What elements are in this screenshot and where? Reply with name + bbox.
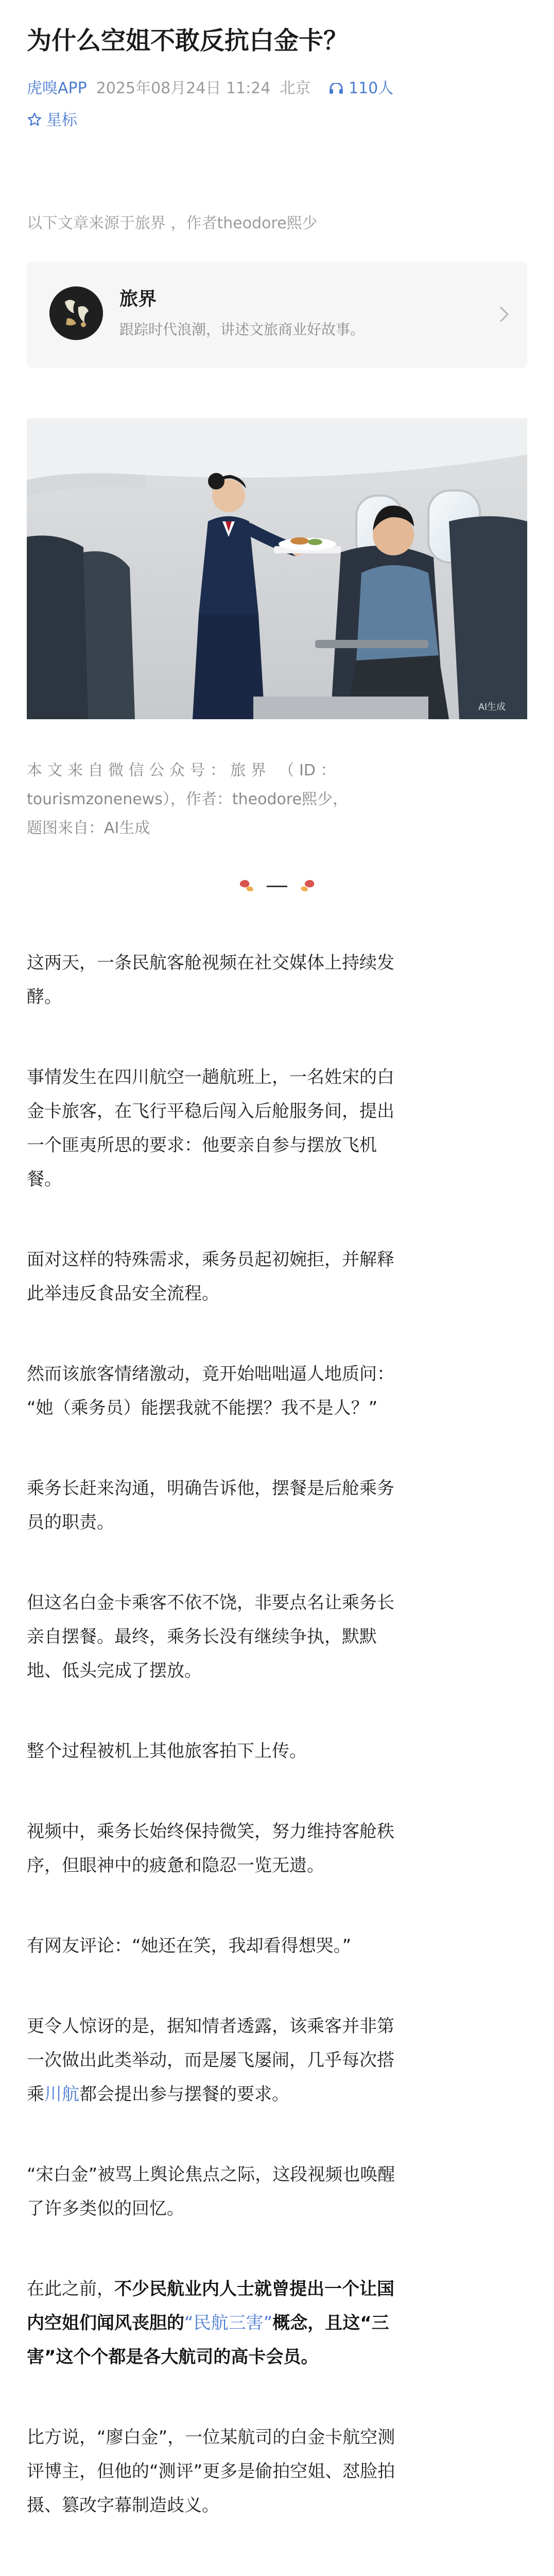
account-description: 跟踪时代浪潮，讲述文旅商业好故事。 [119,321,365,338]
text-run: 有网友评论：“她还在笑，我却看得想哭。” [27,1936,352,1956]
star-icon [27,112,42,127]
text-run: 酵。 [27,987,62,1007]
publish-location: 北京 [280,79,311,97]
text-run: 视频中，乘务长始终保持微笑，努力维持客舱秩 [27,1821,394,1842]
headphones-icon [329,83,343,94]
account-avatar [49,286,103,340]
paragraph-line [27,1620,527,1654]
paragraph-line [27,1929,527,1963]
paragraph-line [27,1586,527,1620]
publish-date: 2025年08月24日 11:24 [96,79,271,97]
paragraph-line [27,1277,527,1311]
paragraph-line [27,2569,527,2576]
paragraph-line [27,2340,527,2374]
text-run: 一次做出此类举动，而是屡飞屡闹，几乎每次搭 [27,2050,394,2071]
caption-line: 题图来自：AI生成 [27,819,150,837]
text-run: 乘 [27,2084,44,2105]
paragraph-line [27,1734,527,1768]
paragraph-line [27,2077,527,2111]
bold-text: 害”这个个都是各大航司的高卡会员。 [27,2347,319,2367]
article-paragraph [27,1060,527,1196]
paragraph-line [27,1471,527,1505]
text-run: 一个匪夷所思的要求：他要亲自参与摆放飞机 [27,1135,377,1156]
article-paragraph [27,2272,527,2374]
paragraph-line [27,1391,527,1425]
paragraph-line [27,1357,527,1391]
star-label: 星标 [46,111,77,129]
paragraph-line [27,1243,527,1277]
paragraph-line [27,2158,527,2192]
keyword-link[interactable]: 川航 [44,2084,79,2105]
paragraph-line [27,1094,527,1128]
text-run: 亲自摆餐。最终，乘务长没有继续争执，默默 [27,1626,377,1647]
article-paragraph [27,1734,527,1768]
paragraph-line [27,946,527,980]
source-note: 以下文章来源于旅界 ，作者theodore熙少 [27,214,318,232]
paragraph-line [27,1162,527,1196]
hero-image [27,418,527,719]
star-button[interactable] [27,109,77,132]
text-run: 整个过程被机上其他旅客拍下上传。 [27,1741,307,1761]
bold-text: 不少民航业内人士就曾提出一个让国 [114,2279,394,2299]
article-paragraph [27,1586,527,1688]
caption-line: 本 文 来 自 微 信 公 众 号 ： 旅 界 （ ID ： [27,761,336,779]
article-paragraph [27,1471,527,1539]
ai-watermark: AI生成 [478,702,506,712]
paragraph-line [27,1128,527,1162]
paragraph-line [27,1815,527,1849]
article-meta [27,77,531,100]
article-paragraph [27,1929,527,1963]
text-run: 金卡旅客，在飞行平稳后闯入后舱服务间，提出 [27,1101,394,1122]
paragraph-line [27,2272,527,2306]
text-run: 比方说，“廖白金”，一位某航司的白金卡航空测 [27,2427,395,2448]
listen-button[interactable] [329,79,393,97]
listen-count: 110人 [348,79,394,97]
paragraph-line [27,1654,527,1688]
text-run: 然而该旅客情绪激动，竟开始咄咄逼人地质问： [27,1364,394,1384]
paragraph-line [27,2043,527,2077]
text-run: 序，但眼神中的疲惫和隐忍一览无遗。 [27,1855,324,1876]
text-run: 餐。 [27,1169,62,1190]
caption-line: tourismzonenews），作者：theodore熙少， [27,790,348,808]
text-run: 更令人惊讶的是，据知情者透露，该乘客并非第 [27,2016,394,2037]
text-run: 员的职责。 [27,1512,114,1533]
article-paragraph [27,2420,527,2522]
text-run: 乘务长赶来沟通，明确告诉他，摆餐是后舱乘务 [27,1478,394,1499]
text-run: 都会提出参与摆餐的要求。 [79,2084,289,2105]
text-run: 了许多类似的回忆。 [27,2198,184,2219]
text-run: 在此之前， [27,2279,114,2299]
section-divider [235,876,319,896]
image-caption [27,756,527,843]
article-paragraph [27,2569,527,2576]
account-name: 旅界 [119,289,157,310]
text-run: 摄、篡改字幕制造歧义。 [27,2495,219,2516]
article-paragraph [27,2158,527,2226]
article-paragraph [27,946,527,1014]
chevron-right-icon [496,303,512,326]
paragraph-line [27,2420,527,2454]
text-run: 这两天，一条民航客舱视频在社交媒体上持续发 [27,953,394,973]
paragraph-line [27,1505,527,1539]
article-paragraph [27,1357,527,1425]
text-run: 地、低头完成了摆放。 [27,1660,202,1681]
paragraph-line [27,2488,527,2522]
paragraph-line [27,2454,527,2488]
article-paragraph [27,1815,527,1883]
text-run: “宋白金”被骂上舆论焦点之际，这段视频也唤醒 [27,2164,395,2185]
text-run: “她（乘务员）能摆我就不能摆？我不是人？” [27,1398,378,1418]
text-run: 事情发生在四川航空一趟航班上，一名姓宋的白 [27,1067,394,1088]
article-paragraph [27,1243,527,1311]
paragraph-line [27,2306,527,2340]
paragraph-line [27,2009,527,2043]
luju-logo-icon [49,286,103,340]
paragraph-line [27,1849,527,1883]
keyword-link[interactable]: “民航三害” [184,2313,273,2333]
source-name-link[interactable]: 虎嗅APP [27,79,87,97]
paragraph-line [27,2192,527,2226]
bold-text: 内空姐们闻风丧胆的 [27,2313,184,2333]
article-paragraph [27,2009,527,2111]
paragraph-line [27,980,527,1014]
bold-text: 概念，且这“三 [272,2313,389,2333]
paragraph-line [27,1060,527,1094]
account-card[interactable] [27,262,527,368]
text-run: 此举违反食品安全流程。 [27,1283,219,1304]
text-run: 面对这样的特殊需求，乘务员起初婉拒，并解释 [27,1249,394,1270]
text-run: 但这名白金卡乘客不依不饶，非要点名让乘务长 [27,1592,394,1613]
page-title: 为什么空姐不敢反抗白金卡？ [27,26,349,55]
text-run: 评博主，但他的“测评”更多是偷拍空姐、怼脸拍 [27,2461,395,2482]
